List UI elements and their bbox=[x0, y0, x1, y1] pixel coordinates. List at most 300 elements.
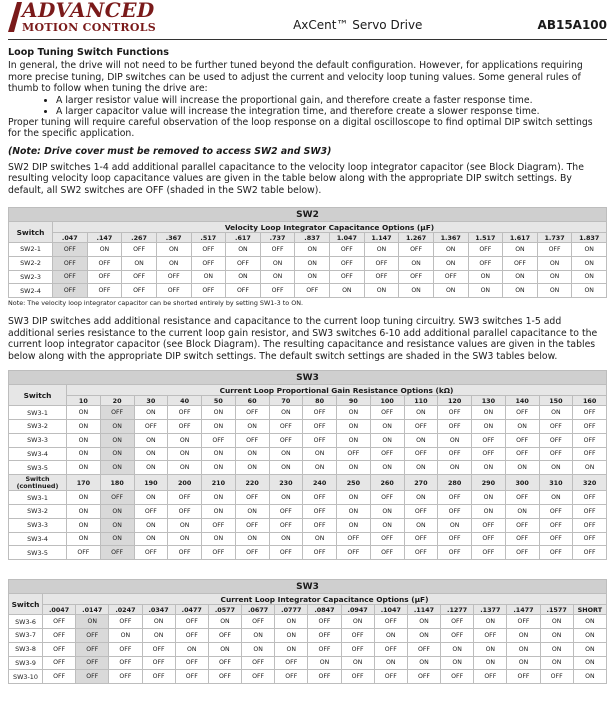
switch-setting-cell: OFF bbox=[53, 243, 88, 257]
table-row bbox=[9, 504, 607, 518]
row-label: SW3-7 bbox=[9, 628, 43, 642]
switch-setting-cell: OFF bbox=[235, 546, 269, 560]
switch-setting-cell: OFF bbox=[374, 642, 407, 656]
column-header: 220 bbox=[235, 475, 269, 491]
column-header: 210 bbox=[202, 475, 236, 491]
switch-setting-cell: ON bbox=[507, 628, 540, 642]
switch-setting-cell: ON bbox=[260, 256, 295, 270]
switch-setting-cell: OFF bbox=[109, 670, 142, 684]
switch-setting-cell: OFF bbox=[156, 270, 191, 284]
switch-setting-cell: ON bbox=[407, 628, 440, 642]
column-header: 140 bbox=[505, 396, 539, 406]
switch-setting-cell: OFF bbox=[122, 270, 157, 284]
switch-setting-cell: ON bbox=[202, 504, 236, 518]
switch-setting-cell: OFF bbox=[399, 270, 434, 284]
switch-setting-cell: OFF bbox=[191, 256, 226, 270]
switch-setting-cell: ON bbox=[341, 656, 374, 670]
row-label: SW3-1 bbox=[9, 406, 67, 420]
switch-setting-cell: ON bbox=[572, 270, 607, 284]
logo-text-bottom: MOTION CONTROLS bbox=[22, 21, 157, 34]
switch-setting-cell: ON bbox=[168, 532, 202, 546]
switch-setting-cell: OFF bbox=[539, 546, 573, 560]
column-header: 110 bbox=[404, 396, 438, 406]
column-header: .0777 bbox=[275, 605, 308, 615]
column-header: .617 bbox=[226, 233, 261, 243]
switch-setting-cell: OFF bbox=[134, 419, 168, 433]
column-header: 100 bbox=[370, 396, 404, 406]
column-header: 30 bbox=[134, 396, 168, 406]
intro-paragraph: In general, the drive will not need to be further tuned beyond the default configuration. However, for applications requiring more precise tuning, DIP switches can be used to adjust the current and velocity loop tuning values. Some general rules of thumb to follow when tuning the drive are: bbox=[8, 60, 583, 94]
switch-setting-cell: ON bbox=[337, 518, 371, 532]
row-label: SW3-4 bbox=[9, 447, 67, 461]
sw3-resistance-table bbox=[8, 370, 607, 560]
switch-setting-cell: ON bbox=[573, 461, 607, 475]
switch-setting-cell: ON bbox=[337, 406, 371, 420]
column-header: 150 bbox=[539, 396, 573, 406]
switch-setting-cell: ON bbox=[370, 419, 404, 433]
column-header: 90 bbox=[337, 396, 371, 406]
product-name: AxCent™ Servo Drive bbox=[293, 18, 423, 32]
column-header: .0047 bbox=[43, 605, 76, 615]
switch-setting-cell: OFF bbox=[370, 406, 404, 420]
switch-setting-cell: ON bbox=[134, 433, 168, 447]
switch-setting-cell: ON bbox=[100, 447, 134, 461]
switch-setting-cell: OFF bbox=[407, 670, 440, 684]
table-row bbox=[9, 284, 607, 298]
row-label: SW2-4 bbox=[9, 284, 53, 298]
switch-setting-cell: OFF bbox=[505, 406, 539, 420]
column-header: 190 bbox=[134, 475, 168, 491]
column-header: .1047 bbox=[374, 605, 407, 615]
switch-setting-cell: ON bbox=[540, 642, 573, 656]
row-label: SW3-5 bbox=[9, 546, 67, 560]
switch-setting-cell: OFF bbox=[539, 532, 573, 546]
table-row bbox=[9, 447, 607, 461]
switch-setting-cell: OFF bbox=[208, 628, 241, 642]
sw2-table-title: SW2 bbox=[9, 208, 607, 222]
switch-setting-cell: ON bbox=[472, 419, 506, 433]
column-header: 10 bbox=[67, 396, 101, 406]
switch-setting-cell: ON bbox=[573, 615, 606, 629]
switch-setting-cell: ON bbox=[191, 270, 226, 284]
switch-setting-cell: OFF bbox=[295, 284, 330, 298]
switch-setting-cell: OFF bbox=[202, 518, 236, 532]
switch-setting-cell: OFF bbox=[573, 447, 607, 461]
switch-setting-cell: ON bbox=[407, 615, 440, 629]
sw3-capacitance-table-title: SW3 bbox=[9, 580, 607, 594]
table-row bbox=[9, 642, 607, 656]
column-header: 20 bbox=[100, 396, 134, 406]
switch-setting-cell: OFF bbox=[235, 406, 269, 420]
switch-setting-cell: ON bbox=[503, 243, 538, 257]
row-label: SW2-2 bbox=[9, 256, 53, 270]
switch-setting-cell: ON bbox=[67, 491, 101, 505]
row-label: SW3-2 bbox=[9, 419, 67, 433]
row-label: SW3-4 bbox=[9, 532, 67, 546]
switch-setting-cell: ON bbox=[142, 615, 175, 629]
switch-setting-cell: ON bbox=[503, 270, 538, 284]
switch-setting-cell: OFF bbox=[573, 504, 607, 518]
column-header: 1.267 bbox=[399, 233, 434, 243]
table-row bbox=[9, 243, 607, 257]
switch-setting-cell: OFF bbox=[76, 628, 109, 642]
switch-setting-cell: ON bbox=[134, 461, 168, 475]
switch-setting-cell: ON bbox=[269, 461, 303, 475]
row-label: SW3-5 bbox=[9, 461, 67, 475]
row-label: SW3-3 bbox=[9, 433, 67, 447]
switch-setting-cell: ON bbox=[100, 518, 134, 532]
switch-setting-cell: OFF bbox=[269, 419, 303, 433]
switch-setting-cell: OFF bbox=[573, 518, 607, 532]
column-header: 1.047 bbox=[330, 233, 365, 243]
switch-setting-cell: OFF bbox=[303, 546, 337, 560]
column-header: .0677 bbox=[242, 605, 275, 615]
column-header: .0847 bbox=[308, 605, 341, 615]
switch-setting-cell: OFF bbox=[573, 419, 607, 433]
sw2-description: SW2 DIP switches 1-4 add additional parallel capacitance to the velocity loop integrator capacitor (see Block Diagram). The resulting velocity loop capacitance values are given in the table below along with the appropriate DIP switch settings. By default, all SW2 switches are OFF (shaded in the SW2 table below). bbox=[8, 161, 584, 196]
switch-setting-cell: OFF bbox=[503, 256, 538, 270]
switch-setting-cell: OFF bbox=[374, 670, 407, 684]
switch-setting-cell: OFF bbox=[235, 518, 269, 532]
column-header: .367 bbox=[156, 233, 191, 243]
switch-setting-cell: OFF bbox=[269, 546, 303, 560]
switch-setting-cell: OFF bbox=[242, 615, 275, 629]
proper-tuning-paragraph: Proper tuning will require careful observation of the loop response on a digital oscilloscope to find optimal DIP switch settings for the specific application. bbox=[8, 116, 593, 139]
switch-setting-cell: OFF bbox=[226, 284, 261, 298]
column-header: 130 bbox=[472, 396, 506, 406]
switch-setting-cell: OFF bbox=[438, 406, 472, 420]
switch-setting-cell: OFF bbox=[43, 628, 76, 642]
switch-setting-cell: ON bbox=[168, 447, 202, 461]
switch-setting-cell: OFF bbox=[404, 447, 438, 461]
table-row bbox=[9, 461, 607, 475]
switch-setting-cell: ON bbox=[269, 447, 303, 461]
switch-setting-cell: ON bbox=[337, 433, 371, 447]
column-header: 320 bbox=[573, 475, 607, 491]
column-header: 270 bbox=[404, 475, 438, 491]
switch-setting-cell: OFF bbox=[208, 670, 241, 684]
switch-setting-cell: OFF bbox=[539, 419, 573, 433]
row-label: SW3-3 bbox=[9, 518, 67, 532]
switch-setting-cell: OFF bbox=[43, 670, 76, 684]
switch-setting-cell: OFF bbox=[341, 628, 374, 642]
switch-setting-cell: ON bbox=[67, 433, 101, 447]
column-header: 160 bbox=[573, 396, 607, 406]
switch-setting-cell: ON bbox=[202, 447, 236, 461]
switch-setting-cell: OFF bbox=[573, 406, 607, 420]
section-title: Loop Tuning Switch Functions bbox=[8, 47, 169, 58]
sw3-capacitance-subtitle: Current Loop Integrator Capacitance Options (µF) bbox=[43, 594, 607, 605]
switch-setting-cell: OFF bbox=[168, 504, 202, 518]
switch-setting-cell: OFF bbox=[438, 546, 472, 560]
column-header: 300 bbox=[505, 475, 539, 491]
switch-setting-cell: ON bbox=[540, 628, 573, 642]
table-row bbox=[9, 491, 607, 505]
switch-setting-cell: OFF bbox=[505, 491, 539, 505]
switch-setting-cell: ON bbox=[235, 504, 269, 518]
switch-setting-cell: ON bbox=[438, 461, 472, 475]
row-label: SW3-10 bbox=[9, 670, 43, 684]
switch-setting-cell: ON bbox=[505, 461, 539, 475]
switch-setting-cell: ON bbox=[100, 504, 134, 518]
model-number: AB15A100 bbox=[537, 18, 607, 32]
column-header: 230 bbox=[269, 475, 303, 491]
switch-setting-cell: ON bbox=[337, 491, 371, 505]
switch-setting-cell: ON bbox=[337, 461, 371, 475]
row-label: SW2-1 bbox=[9, 243, 53, 257]
switch-setting-cell: OFF bbox=[507, 615, 540, 629]
column-header: .0147 bbox=[76, 605, 109, 615]
switch-setting-cell: ON bbox=[76, 615, 109, 629]
switch-setting-cell: ON bbox=[168, 433, 202, 447]
column-header: 260 bbox=[370, 475, 404, 491]
switch-setting-cell: OFF bbox=[109, 642, 142, 656]
column-header: .147 bbox=[87, 233, 122, 243]
switch-setting-cell: OFF bbox=[43, 615, 76, 629]
switch-setting-cell: ON bbox=[374, 656, 407, 670]
switch-setting-cell: OFF bbox=[134, 504, 168, 518]
switch-setting-cell: OFF bbox=[337, 447, 371, 461]
tuning-rules-list bbox=[8, 95, 607, 117]
table-row bbox=[9, 670, 607, 684]
column-header: 120 bbox=[438, 396, 472, 406]
switch-setting-cell: ON bbox=[433, 284, 468, 298]
switch-setting-cell: ON bbox=[404, 406, 438, 420]
switch-setting-cell: OFF bbox=[235, 433, 269, 447]
switch-setting-cell: OFF bbox=[100, 406, 134, 420]
switch-setting-cell: ON bbox=[100, 461, 134, 475]
switch-setting-cell: OFF bbox=[330, 243, 365, 257]
switch-setting-cell: ON bbox=[370, 504, 404, 518]
switch-setting-cell: OFF bbox=[275, 670, 308, 684]
list-item: • A larger capacitor value will increase the integration time, and therefore create a slower response time. bbox=[56, 106, 607, 117]
switch-setting-cell: ON bbox=[269, 491, 303, 505]
switch-setting-cell: ON bbox=[235, 532, 269, 546]
column-header: 70 bbox=[269, 396, 303, 406]
row-label: SW3-8 bbox=[9, 642, 43, 656]
switch-setting-cell: ON bbox=[295, 256, 330, 270]
logo-mark-icon bbox=[8, 2, 22, 32]
switch-setting-cell: ON bbox=[573, 628, 606, 642]
switch-setting-cell: ON bbox=[404, 433, 438, 447]
switch-setting-cell: ON bbox=[269, 532, 303, 546]
switch-setting-cell: ON bbox=[503, 284, 538, 298]
switch-setting-cell: OFF bbox=[370, 491, 404, 505]
switch-setting-cell: OFF bbox=[573, 433, 607, 447]
switch-setting-cell: ON bbox=[242, 642, 275, 656]
switch-setting-cell: ON bbox=[537, 270, 572, 284]
switch-setting-cell: ON bbox=[537, 256, 572, 270]
switch-setting-cell: ON bbox=[407, 656, 440, 670]
switch-setting-cell: OFF bbox=[364, 256, 399, 270]
switch-setting-cell: OFF bbox=[168, 406, 202, 420]
column-header: 80 bbox=[303, 396, 337, 406]
column-header: 1.737 bbox=[537, 233, 572, 243]
switch-setting-cell: OFF bbox=[260, 284, 295, 298]
switch-setting-cell: ON bbox=[468, 270, 503, 284]
switch-setting-cell: OFF bbox=[303, 406, 337, 420]
switch-setting-cell: ON bbox=[472, 461, 506, 475]
column-header: 280 bbox=[438, 475, 472, 491]
switch-setting-cell: ON bbox=[472, 491, 506, 505]
switch-setting-cell: OFF bbox=[67, 546, 101, 560]
column-header: 310 bbox=[539, 475, 573, 491]
switch-setting-cell: OFF bbox=[109, 656, 142, 670]
switch-setting-cell: OFF bbox=[370, 532, 404, 546]
switch-setting-cell: ON bbox=[275, 615, 308, 629]
switch-setting-cell: OFF bbox=[441, 670, 474, 684]
switch-setting-cell: OFF bbox=[433, 270, 468, 284]
switch-setting-cell: ON bbox=[364, 284, 399, 298]
switch-setting-cell: ON bbox=[441, 656, 474, 670]
switch-setting-cell: OFF bbox=[539, 518, 573, 532]
switch-setting-cell: OFF bbox=[505, 532, 539, 546]
row-label: SW3-2 bbox=[9, 504, 67, 518]
switch-setting-cell: ON bbox=[404, 518, 438, 532]
switch-setting-cell: ON bbox=[208, 642, 241, 656]
switch-setting-cell: ON bbox=[202, 419, 236, 433]
switch-setting-cell: ON bbox=[202, 532, 236, 546]
switch-setting-cell: ON bbox=[573, 642, 606, 656]
switch-setting-cell: OFF bbox=[191, 284, 226, 298]
switch-setting-cell: OFF bbox=[43, 656, 76, 670]
switch-setting-cell: ON bbox=[235, 447, 269, 461]
column-header: .047 bbox=[53, 233, 88, 243]
sw2-switch-header: Switch bbox=[9, 222, 53, 243]
switch-setting-cell: OFF bbox=[269, 504, 303, 518]
table-row bbox=[9, 270, 607, 284]
switch-setting-cell: ON bbox=[202, 491, 236, 505]
switch-setting-cell: ON bbox=[441, 642, 474, 656]
column-header: 290 bbox=[472, 475, 506, 491]
switch-setting-cell: OFF bbox=[404, 532, 438, 546]
switch-setting-cell: OFF bbox=[175, 615, 208, 629]
switch-setting-cell: ON bbox=[235, 419, 269, 433]
sw3-resistance-table-title: SW3 bbox=[9, 371, 607, 385]
switch-setting-cell: OFF bbox=[122, 284, 157, 298]
table-row bbox=[9, 433, 607, 447]
sw3-resistance-subtitle: Current Loop Proportional Gain Resistance Options (kΩ) bbox=[67, 385, 607, 396]
switch-setting-cell: OFF bbox=[404, 504, 438, 518]
switch-setting-cell: OFF bbox=[53, 284, 88, 298]
switch-setting-cell: OFF bbox=[472, 546, 506, 560]
switch-setting-cell: OFF bbox=[87, 270, 122, 284]
switch-setting-cell: OFF bbox=[191, 243, 226, 257]
switch-setting-cell: ON bbox=[67, 532, 101, 546]
switch-setting-cell: OFF bbox=[168, 491, 202, 505]
switch-setting-cell: ON bbox=[370, 461, 404, 475]
column-header: .837 bbox=[295, 233, 330, 243]
switch-setting-cell: OFF bbox=[175, 670, 208, 684]
switch-setting-cell: ON bbox=[433, 243, 468, 257]
switch-setting-cell: OFF bbox=[407, 642, 440, 656]
sw2-note: Note: The velocity loop integrator capacitor can be shorted entirely by setting SW1-3 to ON. bbox=[8, 299, 304, 308]
switch-setting-cell: OFF bbox=[472, 518, 506, 532]
switch-setting-cell: ON bbox=[303, 447, 337, 461]
switch-setting-cell: ON bbox=[537, 284, 572, 298]
switch-setting-cell: OFF bbox=[142, 670, 175, 684]
switch-setting-cell: ON bbox=[438, 518, 472, 532]
column-header: SHORT bbox=[573, 605, 606, 615]
switch-setting-cell: OFF bbox=[505, 546, 539, 560]
switch-setting-cell: OFF bbox=[109, 615, 142, 629]
switch-setting-cell: OFF bbox=[87, 284, 122, 298]
column-header: 1.517 bbox=[468, 233, 503, 243]
switch-setting-cell: ON bbox=[67, 406, 101, 420]
column-header: 240 bbox=[303, 475, 337, 491]
switch-setting-cell: OFF bbox=[76, 642, 109, 656]
column-header: .267 bbox=[122, 233, 157, 243]
switch-setting-cell: ON bbox=[134, 491, 168, 505]
switch-setting-cell: OFF bbox=[142, 656, 175, 670]
row-label: SW3-1 bbox=[9, 491, 67, 505]
switch-setting-cell: ON bbox=[505, 419, 539, 433]
switch-setting-cell: ON bbox=[364, 243, 399, 257]
switch-setting-cell: ON bbox=[433, 256, 468, 270]
sw3-capacitance-table bbox=[8, 579, 607, 684]
sw3-description: SW3 DIP switches add additional resistance and capacitance to the current loop tuning circuitry. SW3 switches 1-5 add additional series resistance to the current loop gain resistor, and SW3 switches 6-10 add additional parallel capacitance to the current loop integrator capacitor (see Block Diagram). The resulting capacitance and resistance values are given in the tables below along with the appropriate DIP switch settings. The default switch settings are shaded in the SW3 tables below. bbox=[8, 316, 598, 362]
column-header: 250 bbox=[337, 475, 371, 491]
switch-setting-cell: ON bbox=[505, 504, 539, 518]
switch-setting-cell: ON bbox=[260, 270, 295, 284]
switch-setting-cell: OFF bbox=[122, 243, 157, 257]
switch-setting-cell: OFF bbox=[242, 656, 275, 670]
switch-setting-cell: OFF bbox=[303, 491, 337, 505]
switch-setting-cell: ON bbox=[399, 256, 434, 270]
switch-setting-cell: OFF bbox=[573, 491, 607, 505]
switch-setting-cell: OFF bbox=[441, 628, 474, 642]
switch-setting-cell: ON bbox=[573, 656, 606, 670]
switch-setting-cell: OFF bbox=[337, 546, 371, 560]
column-header: .0477 bbox=[175, 605, 208, 615]
switch-setting-cell: ON bbox=[472, 504, 506, 518]
switch-setting-cell: OFF bbox=[76, 656, 109, 670]
column-header: 50 bbox=[202, 396, 236, 406]
switch-setting-cell: OFF bbox=[370, 447, 404, 461]
switch-setting-cell: OFF bbox=[374, 615, 407, 629]
switch-setting-cell: OFF bbox=[438, 491, 472, 505]
switch-setting-cell: ON bbox=[341, 615, 374, 629]
switch-setting-cell: OFF bbox=[474, 670, 507, 684]
switch-setting-cell: OFF bbox=[43, 642, 76, 656]
cover-warning: (Note: Drive cover must be removed to access SW2 and SW3) bbox=[8, 145, 332, 157]
switch-setting-cell: OFF bbox=[202, 546, 236, 560]
switch-setting-cell: OFF bbox=[438, 419, 472, 433]
switch-setting-cell: OFF bbox=[303, 504, 337, 518]
switch-setting-cell: ON bbox=[337, 419, 371, 433]
switch-setting-cell: ON bbox=[404, 461, 438, 475]
switch-setting-cell: OFF bbox=[364, 270, 399, 284]
switch-setting-cell: ON bbox=[572, 243, 607, 257]
switch-setting-cell: OFF bbox=[269, 433, 303, 447]
column-header: .1477 bbox=[507, 605, 540, 615]
switch-setting-cell: ON bbox=[235, 461, 269, 475]
switch-setting-cell: ON bbox=[507, 642, 540, 656]
switch-setting-cell: OFF bbox=[226, 256, 261, 270]
switch-setting-cell: OFF bbox=[168, 546, 202, 560]
switch-setting-cell: OFF bbox=[505, 447, 539, 461]
switch-setting-cell: OFF bbox=[308, 642, 341, 656]
switch-setting-cell: ON bbox=[472, 406, 506, 420]
switch-setting-cell: ON bbox=[539, 406, 573, 420]
switch-setting-cell: ON bbox=[303, 532, 337, 546]
switch-setting-cell: ON bbox=[295, 243, 330, 257]
switch-setting-cell: OFF bbox=[505, 433, 539, 447]
table-row bbox=[9, 546, 607, 560]
column-header: 1.837 bbox=[572, 233, 607, 243]
column-header: 170 bbox=[67, 475, 101, 491]
switch-setting-cell: OFF bbox=[438, 447, 472, 461]
